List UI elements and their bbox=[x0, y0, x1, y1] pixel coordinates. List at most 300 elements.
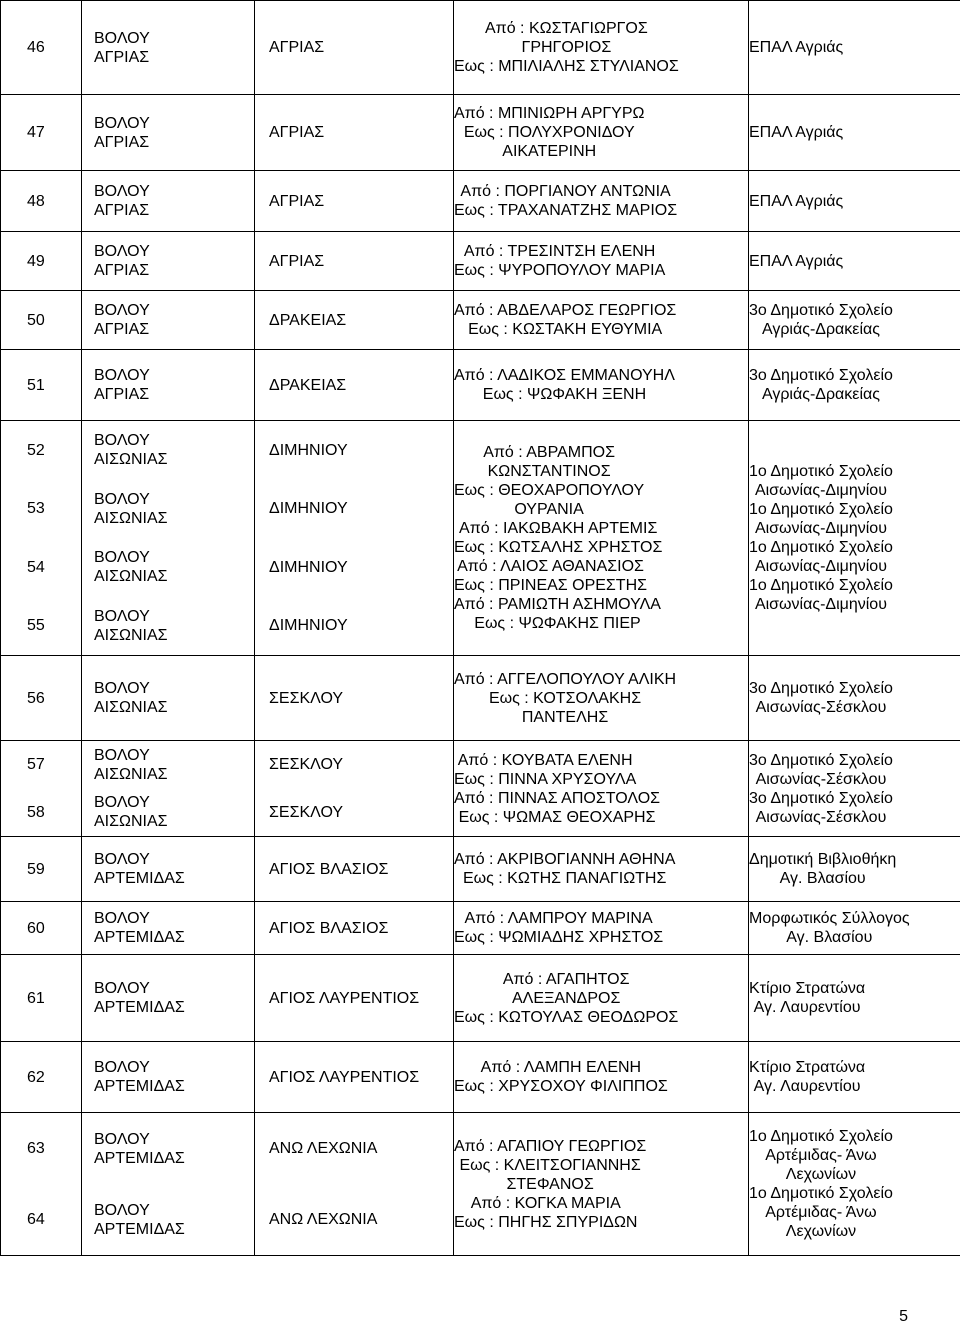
name-range-cell-line: Από : ΑΓΑΠΗΤΟΣ bbox=[502, 970, 630, 988]
name-range-cell-line: Εως : ΨΩΜΑΣ ΘΕΟΧΑΡΗΣ bbox=[458, 808, 656, 826]
polling-location-cell-entry bbox=[749, 1127, 960, 1184]
polling-location-cell-entry bbox=[749, 909, 960, 947]
department-cell-entry bbox=[94, 301, 254, 339]
polling-location-cell-line: Αισωνίας-Σέσκλου bbox=[755, 770, 887, 788]
name-range-cell-line: ΣΤΕΦΑΝΟΣ bbox=[506, 1175, 594, 1193]
polling-location-cell-line: Αισωνίας-Σέσκλου bbox=[755, 808, 887, 826]
name-range-cell-line: Εως : ΜΠΙΛΙΑΛΗΣ ΣΤΥΛΙΑΝΟΣ bbox=[454, 58, 679, 75]
community-cell-entry bbox=[269, 803, 453, 822]
polling-location-cell-line: Λεχωνίων bbox=[785, 1166, 857, 1183]
name-range-cell-line: Από : ΛΑΜΠΗ ΕΛΕΝΗ bbox=[480, 1059, 642, 1076]
name-range-cell-entry bbox=[454, 301, 748, 339]
department-cell bbox=[82, 741, 255, 837]
department-cell-line: ΑΙΣΩΝΙΑΣ bbox=[94, 451, 168, 469]
name-range-cell-line: Από : ΚΟΓΚΑ ΜΑΡΙΑ bbox=[470, 1194, 621, 1212]
polling-location-cell-entry bbox=[749, 751, 960, 789]
station-number-cell-entry bbox=[27, 376, 81, 395]
name-range-cell-line: ΓΡΗΓΟΡΙΟΣ bbox=[521, 39, 612, 56]
table-row bbox=[1, 837, 960, 902]
department-cell-line: ΒΟΛΟΥ bbox=[94, 1201, 150, 1219]
department-cell-entry bbox=[94, 182, 254, 220]
polling-location-cell bbox=[749, 1042, 960, 1113]
name-range-cell bbox=[454, 95, 749, 171]
department-cell-line: ΒΟΛΟΥ bbox=[94, 607, 150, 625]
department-cell-entry bbox=[94, 114, 254, 152]
department-cell bbox=[82, 291, 255, 350]
station-number-cell bbox=[1, 171, 82, 232]
name-range-cell-entry bbox=[454, 751, 748, 789]
department-cell-line: ΒΟΛΟΥ bbox=[94, 29, 150, 47]
polling-location-cell-line: Αισωνίας-Διμηνίου bbox=[754, 482, 887, 499]
polling-location-cell-entry bbox=[749, 679, 960, 717]
name-range-cell-entry bbox=[454, 242, 748, 280]
community-cell-line: ΔΙΜΗΝΙΟΥ bbox=[269, 558, 348, 576]
name-range-cell-line: Εως : ΨΩΦΑΚΗ ΞΕΝΗ bbox=[482, 386, 647, 403]
department-cell-line: ΒΟΛΟΥ bbox=[94, 1059, 150, 1076]
name-range-cell-entry bbox=[454, 909, 748, 947]
department-cell-entry bbox=[94, 909, 254, 947]
station-number-cell-entry bbox=[27, 123, 81, 142]
name-range-cell-line: Από : ΠΙΝΝΑΣ ΑΠΟΣΤΟΛΟΣ bbox=[454, 789, 661, 807]
community-cell-line: ΑΝΩ ΛΕΧΩΝΙΑ bbox=[269, 1211, 378, 1228]
page-number: 5 bbox=[899, 1308, 908, 1325]
polling-location-cell-entry bbox=[749, 576, 960, 614]
department-cell-line: ΑΡΤΕΜΙΔΑΣ bbox=[94, 870, 185, 887]
name-range-cell-entry bbox=[454, 850, 748, 888]
station-number-cell-line: 49 bbox=[27, 252, 45, 270]
name-range-cell-line: Εως : ΠΙΝΝΑ ΧΡΥΣΟΥΛΑ bbox=[454, 770, 637, 788]
polling-location-cell-line: 3ο Δημοτικό Σχολείο bbox=[749, 367, 893, 384]
name-range-cell-line: Εως : ΚΛΕΙΤΣΟΓΙΑΝΝΗΣ bbox=[459, 1156, 641, 1174]
polling-location-cell bbox=[749, 95, 960, 171]
polling-location-cell-line: 1ο Δημοτικό Σχολείο bbox=[749, 1128, 893, 1145]
polling-location-cell-line: ΕΠΑΛ Αγριάς bbox=[749, 192, 844, 210]
table-row bbox=[1, 350, 960, 421]
name-range-cell-entry bbox=[454, 519, 748, 557]
community-cell-line: ΑΓΡΙΑΣ bbox=[269, 39, 325, 56]
polling-location-cell bbox=[749, 1, 960, 95]
station-number-cell-entry bbox=[27, 441, 81, 460]
station-number-cell-line: 47 bbox=[27, 124, 45, 141]
polling-location-cell-line: Αγριάς-Δρακείας bbox=[761, 386, 880, 403]
polling-location-cell-line: 3ο Δημοτικό Σχολείο bbox=[749, 751, 893, 769]
name-range-cell-line: Εως : ΚΩΣΤΑΚΗ ΕΥΘΥΜΙΑ bbox=[468, 321, 663, 338]
polling-location-cell bbox=[749, 656, 960, 741]
department-cell-line: ΒΟΛΟΥ bbox=[94, 114, 150, 132]
polling-location-cell-line: Αισωνίας-Σέσκλου bbox=[755, 699, 887, 716]
department-cell-line: ΑΡΤΕΜΙΔΑΣ bbox=[94, 1149, 185, 1167]
department-cell-line: ΒΟΛΟΥ bbox=[94, 851, 150, 868]
community-cell-line: ΔΙΜΗΝΙΟΥ bbox=[269, 441, 348, 459]
community-cell-entry bbox=[269, 616, 453, 635]
station-number-cell bbox=[1, 1, 82, 95]
department-cell-line: ΑΡΤΕΜΙΔΑΣ bbox=[94, 1078, 185, 1095]
station-number-cell-line: 54 bbox=[27, 558, 45, 576]
polling-location-cell-line: Αγριάς-Δρακείας bbox=[761, 321, 880, 338]
polling-location-cell-line: Λεχωνίων bbox=[785, 1223, 857, 1240]
department-cell bbox=[82, 1113, 255, 1256]
name-range-cell-entry bbox=[454, 104, 748, 161]
polling-location-cell-entry bbox=[749, 979, 960, 1017]
community-cell-line: ΣΕΣΚΛΟΥ bbox=[269, 803, 344, 821]
department-cell-line: ΑΙΣΩΝΙΑΣ bbox=[94, 765, 168, 783]
department-cell bbox=[82, 837, 255, 902]
community-cell-entry bbox=[269, 1139, 453, 1158]
department-cell bbox=[82, 350, 255, 421]
table-row bbox=[1, 421, 960, 656]
department-cell-line: ΒΟΛΟΥ bbox=[94, 910, 150, 927]
community-cell-line: ΔΡΑΚΕΙΑΣ bbox=[269, 311, 347, 329]
name-range-cell-line: ΑΙΚΑΤΕΡΙΝΗ bbox=[502, 143, 597, 160]
department-cell bbox=[82, 171, 255, 232]
station-number-cell-line: 61 bbox=[27, 989, 45, 1007]
community-cell bbox=[255, 741, 454, 837]
name-range-cell-line: Εως : ΧΡΥΣΟΧΟΥ ΦΙΛΙΠΠΟΣ bbox=[454, 1078, 668, 1095]
department-cell-line: ΑΓΡΙΑΣ bbox=[94, 202, 150, 219]
community-cell bbox=[255, 656, 454, 741]
department-cell bbox=[82, 656, 255, 741]
station-number-cell bbox=[1, 232, 82, 291]
community-cell-entry bbox=[269, 1068, 453, 1087]
name-range-cell-line: ΠΑΝΤΕΛΗΣ bbox=[521, 708, 609, 726]
department-cell-line: ΒΟΛΟΥ bbox=[94, 243, 150, 260]
community-cell-entry bbox=[269, 252, 453, 271]
department-cell-line: ΒΟΛΟΥ bbox=[94, 183, 150, 200]
name-range-cell bbox=[454, 902, 749, 955]
name-range-cell-line: Εως : ΠΟΛΥΧΡΟΝΙΔΟΥ bbox=[463, 124, 635, 141]
community-cell-line: ΑΓΡΙΑΣ bbox=[269, 124, 325, 141]
station-number-cell-line: 63 bbox=[27, 1140, 45, 1157]
name-range-cell bbox=[454, 741, 749, 837]
station-number-cell-line: 55 bbox=[27, 617, 45, 635]
department-cell-entry bbox=[94, 746, 254, 784]
name-range-cell bbox=[454, 171, 749, 232]
name-range-cell bbox=[454, 1, 749, 95]
department-cell-entry bbox=[94, 366, 254, 404]
name-range-cell-line: Από : ΛΑΔΙΚΟΣ ΕΜΜΑΝΟΥΗΛ bbox=[454, 367, 675, 384]
table-row bbox=[1, 741, 960, 837]
name-range-cell-line: Εως : ΘΕΟΧΑΡΟΠΟΥΛΟΥ bbox=[454, 482, 645, 499]
department-cell-line: ΒΟΛΟΥ bbox=[94, 980, 150, 997]
department-cell-line: ΒΟΛΟΥ bbox=[94, 549, 150, 567]
name-range-cell-line: Εως : ΨΥΡΟΠΟΥΛΟΥ ΜΑΡΙΑ bbox=[454, 262, 666, 279]
community-cell-entry bbox=[269, 989, 453, 1008]
name-range-cell-entry bbox=[454, 1137, 748, 1194]
station-number-cell-entry bbox=[27, 803, 81, 822]
community-cell-line: ΑΓΡΙΑΣ bbox=[269, 192, 325, 210]
station-number-cell-entry bbox=[27, 252, 81, 271]
name-range-cell-line: Από : ΛΑΜΠΡΟΥ ΜΑΡΙΝΑ bbox=[464, 910, 653, 927]
polling-location-cell-line: Κτίριο Στρατώνα bbox=[749, 980, 866, 997]
name-range-cell-entry bbox=[454, 182, 748, 220]
department-cell-entry bbox=[94, 793, 254, 831]
station-number-cell bbox=[1, 741, 82, 837]
department-cell-line: ΒΟΛΟΥ bbox=[94, 794, 150, 812]
department-cell-line: ΑΓΡΙΑΣ bbox=[94, 321, 150, 338]
community-cell-entry bbox=[269, 441, 453, 460]
station-number-cell-entry bbox=[27, 38, 81, 57]
polling-location-cell bbox=[749, 232, 960, 291]
polling-location-cell-line: Μορφωτικός Σύλλογος bbox=[749, 910, 910, 927]
station-number-cell-line: 62 bbox=[27, 1068, 45, 1086]
community-cell-entry bbox=[269, 499, 453, 518]
station-number-cell-entry bbox=[27, 860, 81, 879]
community-cell bbox=[255, 95, 454, 171]
name-range-cell-line: Εως : ΚΟΤΣΟΛΑΚΗΣ bbox=[488, 689, 642, 707]
community-cell-entry bbox=[269, 123, 453, 142]
name-range-cell-entry bbox=[454, 1058, 748, 1096]
polling-location-cell-line: 3ο Δημοτικό Σχολείο bbox=[749, 302, 893, 319]
name-range-cell-entry bbox=[454, 670, 748, 727]
polling-location-cell bbox=[749, 837, 960, 902]
station-number-cell-line: 48 bbox=[27, 192, 45, 210]
department-cell-entry bbox=[94, 431, 254, 469]
community-cell-line: ΣΕΣΚΛΟΥ bbox=[269, 756, 344, 774]
department-cell-entry bbox=[94, 679, 254, 717]
station-number-cell-entry bbox=[27, 1210, 81, 1229]
name-range-cell-line: Από : ΑΓΓΕΛΟΠΟΥΛΟΥ ΑΛΙΚΗ bbox=[454, 670, 677, 688]
polling-location-cell bbox=[749, 1113, 960, 1256]
polling-location-cell bbox=[749, 171, 960, 232]
department-cell-line: ΑΡΤΕΜΙΔΑΣ bbox=[94, 999, 185, 1016]
table-row bbox=[1, 1, 960, 95]
name-range-cell-line: Από : ΙΑΚΩΒΑΚΗ ΑΡΤΕΜΙΣ bbox=[459, 520, 658, 537]
department-cell-line: ΑΙΣΩΝΙΑΣ bbox=[94, 568, 168, 586]
name-range-cell-entry bbox=[454, 443, 748, 519]
station-number-cell-entry bbox=[27, 755, 81, 774]
polling-location-cell-line: 3ο Δημοτικό Σχολείο bbox=[749, 789, 893, 807]
community-cell bbox=[255, 232, 454, 291]
name-range-cell-line: Εως : ΚΩΤΗΣ ΠΑΝΑΓΙΩΤΗΣ bbox=[462, 870, 667, 887]
name-range-cell-line: ΟΥΡΑΝΙΑ bbox=[514, 501, 584, 518]
station-number-cell-line: 60 bbox=[27, 919, 45, 937]
station-number-cell bbox=[1, 955, 82, 1042]
name-range-cell-line: Από : ΑΚΡΙΒΟΓΙΑΝΝΗ ΑΘΗΝΑ bbox=[454, 851, 676, 868]
station-number-cell-line: 64 bbox=[27, 1211, 45, 1228]
polling-location-cell-entry bbox=[749, 301, 960, 339]
polling-location-cell bbox=[749, 350, 960, 421]
polling-location-cell-line: 1ο Δημοτικό Σχολείο bbox=[749, 1185, 893, 1202]
table-row bbox=[1, 95, 960, 171]
department-cell-line: ΑΡΤΕΜΙΔΑΣ bbox=[94, 1220, 185, 1238]
polling-location-cell-entry bbox=[749, 789, 960, 827]
polling-location-cell bbox=[749, 741, 960, 837]
community-cell-line: ΔΙΜΗΝΙΟΥ bbox=[269, 617, 348, 635]
polling-location-cell-line: Αγ. Βλασίου bbox=[786, 929, 873, 946]
station-number-cell-entry bbox=[27, 1068, 81, 1087]
department-cell-line: ΑΙΣΩΝΙΑΣ bbox=[94, 509, 168, 527]
name-range-cell-entry bbox=[454, 1194, 748, 1232]
station-number-cell bbox=[1, 291, 82, 350]
department-cell-entry bbox=[94, 850, 254, 888]
department-cell-entry bbox=[94, 607, 254, 645]
table-row bbox=[1, 171, 960, 232]
polling-location-cell-entry bbox=[749, 38, 960, 57]
polling-location-cell bbox=[749, 291, 960, 350]
community-cell bbox=[255, 1042, 454, 1113]
station-number-cell bbox=[1, 837, 82, 902]
community-cell-entry bbox=[269, 192, 453, 211]
station-number-cell bbox=[1, 1113, 82, 1256]
name-range-cell bbox=[454, 421, 749, 656]
station-number-cell-entry bbox=[27, 192, 81, 211]
department-cell-line: ΑΓΡΙΑΣ bbox=[94, 386, 150, 403]
community-cell-line: ΔΡΑΚΕΙΑΣ bbox=[269, 376, 347, 394]
community-cell bbox=[255, 171, 454, 232]
name-range-cell-line: Εως : ΚΩΤΟΥΛΑΣ ΘΕΟΔΩΡΟΣ bbox=[454, 1008, 679, 1026]
name-range-cell-entry bbox=[454, 789, 748, 827]
table-row bbox=[1, 1113, 960, 1256]
table-body bbox=[1, 1, 960, 1256]
community-cell-entry bbox=[269, 38, 453, 57]
polling-location-cell-entry bbox=[749, 192, 960, 211]
station-number-cell-line: 56 bbox=[27, 689, 45, 707]
polling-location-cell-entry bbox=[749, 500, 960, 538]
department-cell-entry bbox=[94, 1130, 254, 1168]
polling-location-cell-line: Αγ. Λαυρεντίου bbox=[753, 999, 861, 1016]
polling-location-cell-entry bbox=[749, 252, 960, 271]
station-number-cell-line: 58 bbox=[27, 803, 45, 821]
polling-location-cell-line: Κτίριο Στρατώνα bbox=[749, 1059, 866, 1076]
community-cell-entry bbox=[269, 376, 453, 395]
department-cell-line: ΑΙΣΩΝΙΑΣ bbox=[94, 626, 168, 644]
polling-location-cell-line: 1ο Δημοτικό Σχολείο bbox=[749, 501, 893, 518]
department-cell-line: ΒΟΛΟΥ bbox=[94, 1130, 150, 1148]
department-cell bbox=[82, 1042, 255, 1113]
name-range-cell bbox=[454, 350, 749, 421]
name-range-cell bbox=[454, 837, 749, 902]
community-cell bbox=[255, 350, 454, 421]
station-number-cell-entry bbox=[27, 1139, 81, 1158]
station-number-cell bbox=[1, 350, 82, 421]
name-range-cell bbox=[454, 1113, 749, 1256]
polling-location-cell-line: 1ο Δημοτικό Σχολείο bbox=[749, 463, 893, 480]
department-cell-line: ΒΟΛΟΥ bbox=[94, 746, 150, 764]
department-cell-line: ΑΙΣΩΝΙΑΣ bbox=[94, 699, 168, 716]
community-cell-line: ΑΓΙΟΣ ΛΑΥΡΕΝΤΙΟΣ bbox=[269, 989, 420, 1007]
department-cell-line: ΑΙΣΩΝΙΑΣ bbox=[94, 813, 168, 831]
polling-location-cell-line: 3ο Δημοτικό Σχολείο bbox=[749, 680, 893, 697]
station-number-cell-line: 59 bbox=[27, 860, 45, 878]
department-cell bbox=[82, 1, 255, 95]
community-cell bbox=[255, 421, 454, 656]
polling-location-cell-line: Αισωνίας-Διμηνίου bbox=[754, 558, 887, 575]
community-cell-entry bbox=[269, 919, 453, 938]
station-number-cell-line: 50 bbox=[27, 311, 45, 329]
name-range-cell-line: Εως : ΠΡΙΝΕΑΣ ΟΡΕΣΤΗΣ bbox=[454, 577, 648, 594]
department-cell-line: ΒΟΛΟΥ bbox=[94, 367, 150, 384]
name-range-cell-line: Από : ΛΑΙΟΣ ΑΘΑΝΑΣΙΟΣ bbox=[457, 558, 644, 575]
community-cell bbox=[255, 955, 454, 1042]
polling-location-cell-line: Αρτέμιδας- Άνω bbox=[765, 1204, 877, 1221]
table-row bbox=[1, 955, 960, 1042]
department-cell-entry bbox=[94, 1058, 254, 1096]
community-cell-entry bbox=[269, 311, 453, 330]
department-cell-entry bbox=[94, 490, 254, 528]
station-number-cell bbox=[1, 95, 82, 171]
polling-location-cell-line: Αισωνίας-Διμηνίου bbox=[754, 596, 887, 613]
community-cell bbox=[255, 837, 454, 902]
department-cell-line: ΑΡΤΕΜΙΔΑΣ bbox=[94, 929, 185, 946]
community-cell-line: ΑΓΙΟΣ ΒΛΑΣΙΟΣ bbox=[269, 919, 389, 937]
name-range-cell-line: Από : ΤΡΕΣΙΝΤΣΗ ΕΛΕΝΗ bbox=[463, 243, 656, 260]
department-cell bbox=[82, 232, 255, 291]
community-cell bbox=[255, 1, 454, 95]
name-range-cell-line: Από : ΡΑΜΙΩΤΗ ΑΣΗΜΟΥΛΑ bbox=[454, 596, 661, 613]
station-number-cell-line: 52 bbox=[27, 441, 45, 459]
department-cell-entry bbox=[94, 548, 254, 586]
polling-location-cell-line: Αισωνίας-Διμηνίου bbox=[754, 520, 887, 537]
department-cell-line: ΒΟΛΟΥ bbox=[94, 302, 150, 319]
station-number-cell-entry bbox=[27, 989, 81, 1008]
polling-location-cell-line: Αγ. Λαυρεντίου bbox=[753, 1078, 861, 1095]
name-range-cell-line: Από : ΚΩΣΤΑΓΙΩΡΓΟΣ bbox=[485, 20, 648, 37]
polling-location-cell-line: Αρτέμιδας- Άνω bbox=[765, 1147, 877, 1164]
name-range-cell-entry bbox=[454, 366, 748, 404]
name-range-cell-line: Εως : ΨΩΦΑΚΗΣ ΠΙΕΡ bbox=[474, 615, 641, 632]
station-number-cell-entry bbox=[27, 689, 81, 708]
department-cell-line: ΑΓΡΙΑΣ bbox=[94, 262, 150, 279]
department-cell bbox=[82, 902, 255, 955]
community-cell bbox=[255, 902, 454, 955]
station-number-cell-entry bbox=[27, 616, 81, 635]
department-cell bbox=[82, 95, 255, 171]
community-cell-entry bbox=[269, 860, 453, 879]
table-row bbox=[1, 291, 960, 350]
community-cell-entry bbox=[269, 689, 453, 708]
polling-location-cell-entry bbox=[749, 1058, 960, 1096]
name-range-cell-line: Από : ΑΒΡΑΜΠΟΣ bbox=[483, 444, 615, 461]
department-cell-line: ΑΓΡΙΑΣ bbox=[94, 133, 150, 151]
community-cell-entry bbox=[269, 755, 453, 774]
department-cell-entry bbox=[94, 242, 254, 280]
station-number-cell-entry bbox=[27, 311, 81, 330]
station-number-cell-line: 46 bbox=[27, 39, 45, 56]
station-number-cell-entry bbox=[27, 499, 81, 518]
name-range-cell-line: Από : ΚΟΥΒΑΤΑ ΕΛΕΝΗ bbox=[457, 751, 633, 769]
station-number-cell-line: 57 bbox=[27, 756, 45, 774]
department-cell-entry bbox=[94, 29, 254, 67]
community-cell-line: ΑΝΩ ΛΕΧΩΝΙΑ bbox=[269, 1140, 378, 1157]
name-range-cell bbox=[454, 656, 749, 741]
name-range-cell bbox=[454, 232, 749, 291]
name-range-cell-entry bbox=[454, 595, 748, 633]
name-range-cell bbox=[454, 955, 749, 1042]
polling-location-cell-line: Αγ. Βλασίου bbox=[779, 870, 866, 887]
community-cell bbox=[255, 291, 454, 350]
polling-location-cell-line: 1ο Δημοτικό Σχολείο bbox=[749, 577, 893, 594]
table-row bbox=[1, 902, 960, 955]
department-cell-entry bbox=[94, 1201, 254, 1239]
polling-location-cell bbox=[749, 902, 960, 955]
name-range-cell-line: Εως : ΤΡΑΧΑΝΑΤΖΗΣ ΜΑΡΙΟΣ bbox=[454, 202, 678, 219]
department-cell-line: ΒΟΛΟΥ bbox=[94, 490, 150, 508]
community-cell-line: ΑΓΙΟΣ ΛΑΥΡΕΝΤΙΟΣ bbox=[269, 1068, 420, 1086]
station-number-cell bbox=[1, 902, 82, 955]
polling-location-cell bbox=[749, 421, 960, 656]
station-number-cell bbox=[1, 1042, 82, 1113]
polling-location-cell-line: ΕΠΑΛ Αγριάς bbox=[749, 252, 844, 270]
community-cell-line: ΑΓΡΙΑΣ bbox=[269, 252, 325, 270]
department-cell bbox=[82, 421, 255, 656]
name-range-cell-line: Εως : ΠΗΓΗΣ ΣΠΥΡΙΔΩΝ bbox=[454, 1213, 638, 1231]
department-cell-line: ΒΟΛΟΥ bbox=[94, 432, 150, 450]
name-range-cell-line: Από : ΑΒΔΕΛΑΡΟΣ ΓΕΩΡΓΙΟΣ bbox=[454, 302, 677, 319]
community-cell-entry bbox=[269, 1210, 453, 1229]
name-range-cell-entry bbox=[454, 19, 748, 76]
station-number-cell bbox=[1, 421, 82, 656]
table-row bbox=[1, 232, 960, 291]
